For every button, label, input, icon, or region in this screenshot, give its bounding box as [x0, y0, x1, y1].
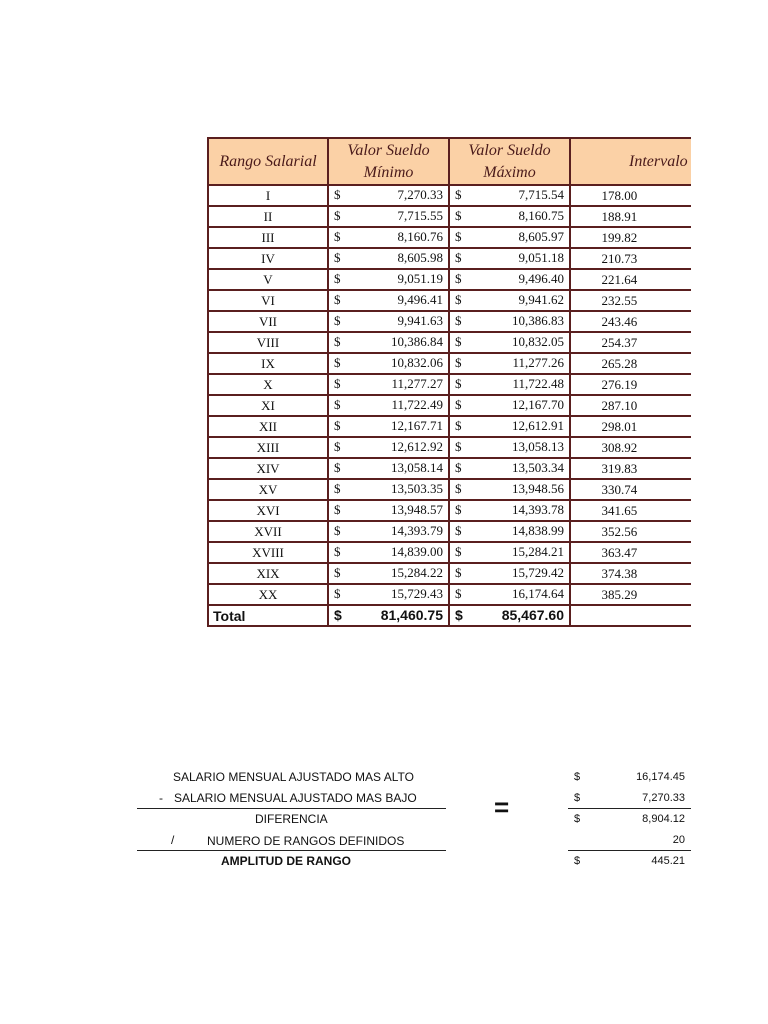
intervalo-value: 188.91: [601, 208, 638, 224]
currency-symbol: $: [455, 523, 462, 538]
currency-symbol: $: [334, 418, 341, 433]
max-value: 13,948.56: [512, 481, 564, 496]
min-value: 9,941.63: [397, 313, 443, 328]
currency-symbol: $: [334, 292, 341, 307]
intervalo-value: 232.55: [601, 292, 638, 308]
max-value: 13,058.13: [512, 439, 564, 454]
currency-symbol: $: [334, 250, 341, 265]
rango-cell: XVIII: [208, 542, 328, 563]
rango-cell: XX: [208, 584, 328, 605]
rango-cell: XIX: [208, 563, 328, 584]
max-value: 10,832.05: [512, 334, 564, 349]
currency-symbol: $: [455, 208, 462, 223]
currency-symbol: $: [455, 334, 462, 349]
diferencia-label: DIFERENCIA: [255, 812, 328, 826]
alto-value: 16,174.45: [636, 771, 685, 783]
bajo-currency: $: [574, 792, 581, 804]
currency-symbol: $: [455, 481, 462, 496]
rango-cell: XIV: [208, 458, 328, 479]
currency-symbol: $: [455, 607, 463, 623]
currency-symbol: $: [455, 187, 462, 202]
currency-symbol: $: [455, 586, 462, 601]
currency-symbol: $: [334, 544, 341, 559]
max-value: 15,729.42: [512, 565, 564, 580]
header-min-line1: Valor Sueldo: [347, 141, 430, 159]
min-value: 8,605.98: [397, 250, 443, 265]
min-value: 9,496.41: [397, 292, 443, 307]
min-value: 7,270.33: [397, 187, 443, 202]
diferencia-value: 8,904.12: [642, 813, 685, 825]
currency-symbol: $: [334, 586, 341, 601]
max-value: 14,393.78: [512, 502, 564, 517]
currency-symbol: $: [334, 187, 341, 202]
currency-symbol: $: [334, 481, 341, 496]
currency-symbol: $: [334, 376, 341, 391]
currency-symbol: $: [334, 439, 341, 454]
currency-symbol: $: [455, 313, 462, 328]
max-value: 9,496.40: [518, 271, 564, 286]
min-value: 11,277.27: [391, 376, 443, 391]
minus-sign: -: [159, 791, 163, 805]
min-value: 14,393.79: [391, 523, 443, 538]
intervalo-value: 199.82: [601, 229, 638, 245]
rango-cell: VI: [208, 290, 328, 311]
min-value: 13,058.14: [391, 460, 443, 475]
header-min-line2: Mínimo: [363, 163, 414, 181]
rango-cell: IX: [208, 353, 328, 374]
divider-1: [137, 808, 446, 809]
rango-cell: VIII: [208, 332, 328, 353]
max-value: 13,503.34: [512, 460, 564, 475]
max-value: 7,715.54: [518, 187, 564, 202]
max-value: 9,941.62: [518, 292, 564, 307]
intervalo-value: 308.92: [601, 439, 638, 455]
amplitud-label: AMPLITUD DE RANGO: [221, 854, 351, 868]
alto-currency: $: [574, 771, 581, 783]
currency-symbol: $: [455, 502, 462, 517]
amplitud-value: 445.21: [651, 855, 685, 867]
min-value: 10,386.84: [391, 334, 443, 349]
divider-2: [137, 850, 446, 851]
intervalo-value: 374.38: [601, 565, 638, 581]
currency-symbol: $: [455, 397, 462, 412]
intervalo-value: 254.37: [601, 334, 638, 350]
currency-symbol: $: [334, 523, 341, 538]
rango-cell: V: [208, 269, 328, 290]
min-value: 15,284.22: [391, 565, 443, 580]
currency-symbol: $: [455, 229, 462, 244]
max-value: 12,167.70: [512, 397, 564, 412]
max-value: 8,160.75: [518, 208, 564, 223]
rango-cell: XVI: [208, 500, 328, 521]
rango-cell: IV: [208, 248, 328, 269]
min-value: 14,839.00: [391, 544, 443, 559]
intervalo-value: 210.73: [601, 250, 638, 266]
currency-symbol: $: [334, 334, 341, 349]
min-value: 7,715.55: [397, 208, 443, 223]
min-value: 13,503.35: [391, 481, 443, 496]
currency-symbol: $: [334, 397, 341, 412]
currency-symbol: $: [455, 271, 462, 286]
rango-cell: XVII: [208, 521, 328, 542]
max-value: 14,838.99: [512, 523, 564, 538]
rangos-value: 20: [672, 834, 685, 846]
max-value: 15,284.21: [512, 544, 564, 559]
rango-cell: XIII: [208, 437, 328, 458]
divider-2-right: [568, 850, 691, 851]
currency-symbol: $: [334, 607, 342, 623]
min-value: 9,051.19: [397, 271, 443, 286]
min-value: 8,160.76: [397, 229, 443, 244]
currency-symbol: $: [455, 376, 462, 391]
currency-symbol: $: [455, 355, 462, 370]
currency-symbol: $: [334, 565, 341, 580]
max-value: 16,174.64: [512, 586, 564, 601]
min-value: 13,948.57: [391, 502, 443, 517]
currency-symbol: $: [334, 460, 341, 475]
min-value: 12,612.92: [391, 439, 443, 454]
rango-cell: XII: [208, 416, 328, 437]
header-intervalo-label: Intervalo: [629, 152, 688, 170]
bajo-value: 7,270.33: [642, 792, 685, 804]
max-value: 12,612.91: [512, 418, 564, 433]
intervalo-value: 287.10: [601, 397, 638, 413]
alto-label: SALARIO MENSUAL AJUSTADO MAS ALTO: [173, 770, 414, 784]
currency-symbol: $: [334, 355, 341, 370]
rango-cell: X: [208, 374, 328, 395]
currency-symbol: $: [455, 418, 462, 433]
rango-cell: XV: [208, 479, 328, 500]
currency-symbol: $: [334, 229, 341, 244]
min-value: 10,832.06: [391, 355, 443, 370]
min-value: 12,167.71: [391, 418, 443, 433]
currency-symbol: $: [455, 460, 462, 475]
amplitud-currency: $: [574, 855, 581, 867]
max-value: 8,605.97: [518, 229, 564, 244]
currency-symbol: $: [334, 208, 341, 223]
min-value: 15,729.43: [391, 586, 443, 601]
currency-symbol: $: [455, 439, 462, 454]
rango-cell: XI: [208, 395, 328, 416]
header-rango: Rango Salarial: [208, 138, 328, 185]
intervalo-value: 352.56: [601, 523, 638, 539]
max-value: 10,386.83: [512, 313, 564, 328]
intervalo-value: 319.83: [601, 460, 638, 476]
min-value: 11,722.49: [391, 397, 443, 412]
rango-cell: VII: [208, 311, 328, 332]
rango-cell: II: [208, 206, 328, 227]
max-value: 11,722.48: [512, 376, 564, 391]
diferencia-currency: $: [574, 813, 581, 825]
total-label: Total: [208, 605, 328, 626]
header-max-line1: Valor Sueldo: [468, 141, 551, 159]
rango-cell: I: [208, 185, 328, 206]
currency-symbol: $: [455, 292, 462, 307]
max-value: 11,277.26: [512, 355, 564, 370]
rangos-label: NUMERO DE RANGOS DEFINIDOS: [207, 834, 405, 848]
divider-1-right: [568, 808, 691, 809]
total-max-value: 85,467.60: [501, 607, 564, 623]
intervalo-value: 341.65: [601, 502, 638, 518]
header-max-line2: Máximo: [483, 163, 536, 181]
intervalo-value: 276.19: [601, 376, 638, 392]
bajo-label: SALARIO MENSUAL AJUSTADO MAS BAJO: [174, 791, 417, 805]
currency-symbol: $: [455, 544, 462, 559]
intervalo-value: 243.46: [601, 313, 638, 329]
intervalo-value: 178.00: [601, 187, 638, 203]
intervalo-value: 221.64: [601, 271, 638, 287]
max-value: 9,051.18: [518, 250, 564, 265]
intervalo-value: 330.74: [601, 481, 638, 497]
intervalo-value: 363.47: [601, 544, 638, 560]
currency-symbol: $: [334, 502, 341, 517]
currency-symbol: $: [334, 271, 341, 286]
rango-cell: III: [208, 227, 328, 248]
divide-sign: /: [171, 833, 175, 847]
intervalo-value: 298.01: [601, 418, 638, 434]
currency-symbol: $: [334, 313, 341, 328]
equals-sign: =: [494, 792, 510, 822]
intervalo-value: 265.28: [601, 355, 638, 371]
intervalo-value: 385.29: [601, 586, 638, 602]
total-min-value: 81,460.75: [380, 607, 443, 623]
currency-symbol: $: [455, 565, 462, 580]
currency-symbol: $: [455, 250, 462, 265]
